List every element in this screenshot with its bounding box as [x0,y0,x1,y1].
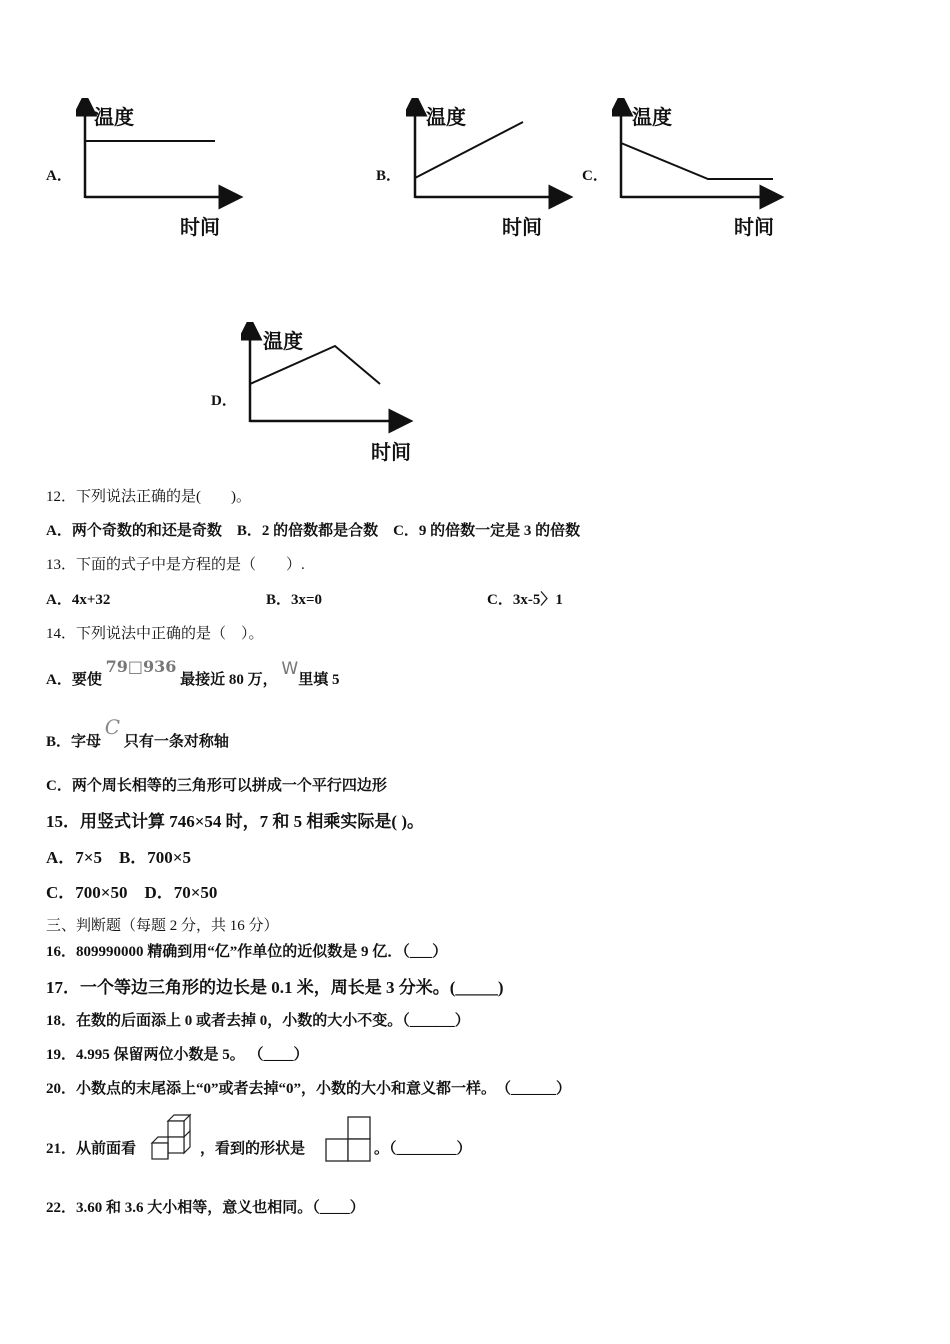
q12-stem: 12．下列说法正确的是( )。 [46,489,251,505]
graph-a-y-label: 温度 [94,105,134,129]
q17: 17．一个等边三角形的边长是 0.1 米，周长是 3 分米。(_____) [46,978,504,997]
graph-b-y-label: 温度 [426,105,466,129]
q14-stem: 14．下列说法中正确的是（ ）。 [46,626,264,642]
q14-b-suffix: 只有一条对称轴 [123,734,229,750]
graph-d [241,322,421,467]
graph-b [406,98,586,243]
graph-d-x-label: 时间 [371,440,411,464]
graph-b-x-label: 时间 [502,215,542,239]
option-c-label: C． [582,168,608,184]
q13-option-a: A．4x+32 [46,592,111,608]
graph-b-line [415,122,523,178]
option-a-label: A． [46,168,72,184]
graph-c [612,98,792,243]
q13-option-b: B．3x=0 [266,592,323,608]
q22: 22．3.60 和 3.6 大小相等，意义也相同。（____） [46,1200,365,1216]
graph-c-x-label: 时间 [734,215,774,239]
q15-stem: 15．用竖式计算 746×54 时，7 和 5 相乘实际是( )。 [46,812,425,831]
option-d-label: D． [211,393,237,409]
front-view-figure [323,1115,373,1170]
q15-options-row1: A．7×5 B．700×5 [46,848,191,867]
q20: 20．小数点的末尾添上“0”或者去掉“0”，小数的大小和意义都一样。 （______） [46,1081,572,1097]
q14-a-symbol: W [281,659,299,679]
q14-option-c: C．两个周长相等的三角形可以拼成一个平行四边形 [46,778,387,794]
q14-option-a [46,657,340,689]
graph-c-line [621,143,773,179]
q14-a-number: 79□936 [105,657,177,676]
q15-options-row2: C．700×50 D．70×50 [46,883,218,902]
q16: 16．809990000 精确到用“亿”作单位的近似数是 9 亿．（___） [46,944,448,960]
q19: 19．4.995 保留两位小数是 5。 （____） [46,1047,309,1063]
graph-a [76,98,256,243]
q14-a-suffix: 里填 5 [298,672,340,688]
q21-prefix: 21．从前面看 [46,1141,137,1157]
q18: 18．在数的后面添上 0 或者去掉 0，小数的大小不变。（______） [46,1013,470,1029]
q13-option-c: C．3x-5〉1 [487,592,563,608]
q21-middle: ，看到的形状是 [200,1141,306,1157]
q21-suffix: 。（________） [374,1141,472,1157]
q14-b-prefix: B．字母 [46,734,102,750]
q14-a-middle: 最接近 80 万， [180,672,278,688]
graph-d-y-label: 温度 [263,329,303,353]
cube-stack-figure [148,1113,196,1168]
option-b-label: B． [376,168,402,184]
q13-stem: 13．下面的式子中是方程的是（ ）. [46,557,305,573]
q14-a-prefix: A．要使 [46,672,102,688]
graph-c-y-label: 温度 [632,105,672,129]
q14-option-b [46,715,229,751]
q12-options: A．两个奇数的和还是奇数 B．2 的倍数都是合数 C．9 的倍数一定是 3 的倍数 [46,523,581,539]
section-3-heading: 三、判断题（每题 2 分，共 16 分） [46,918,279,934]
q14-b-letter: C [104,715,121,739]
graph-a-x-label: 时间 [180,215,220,239]
